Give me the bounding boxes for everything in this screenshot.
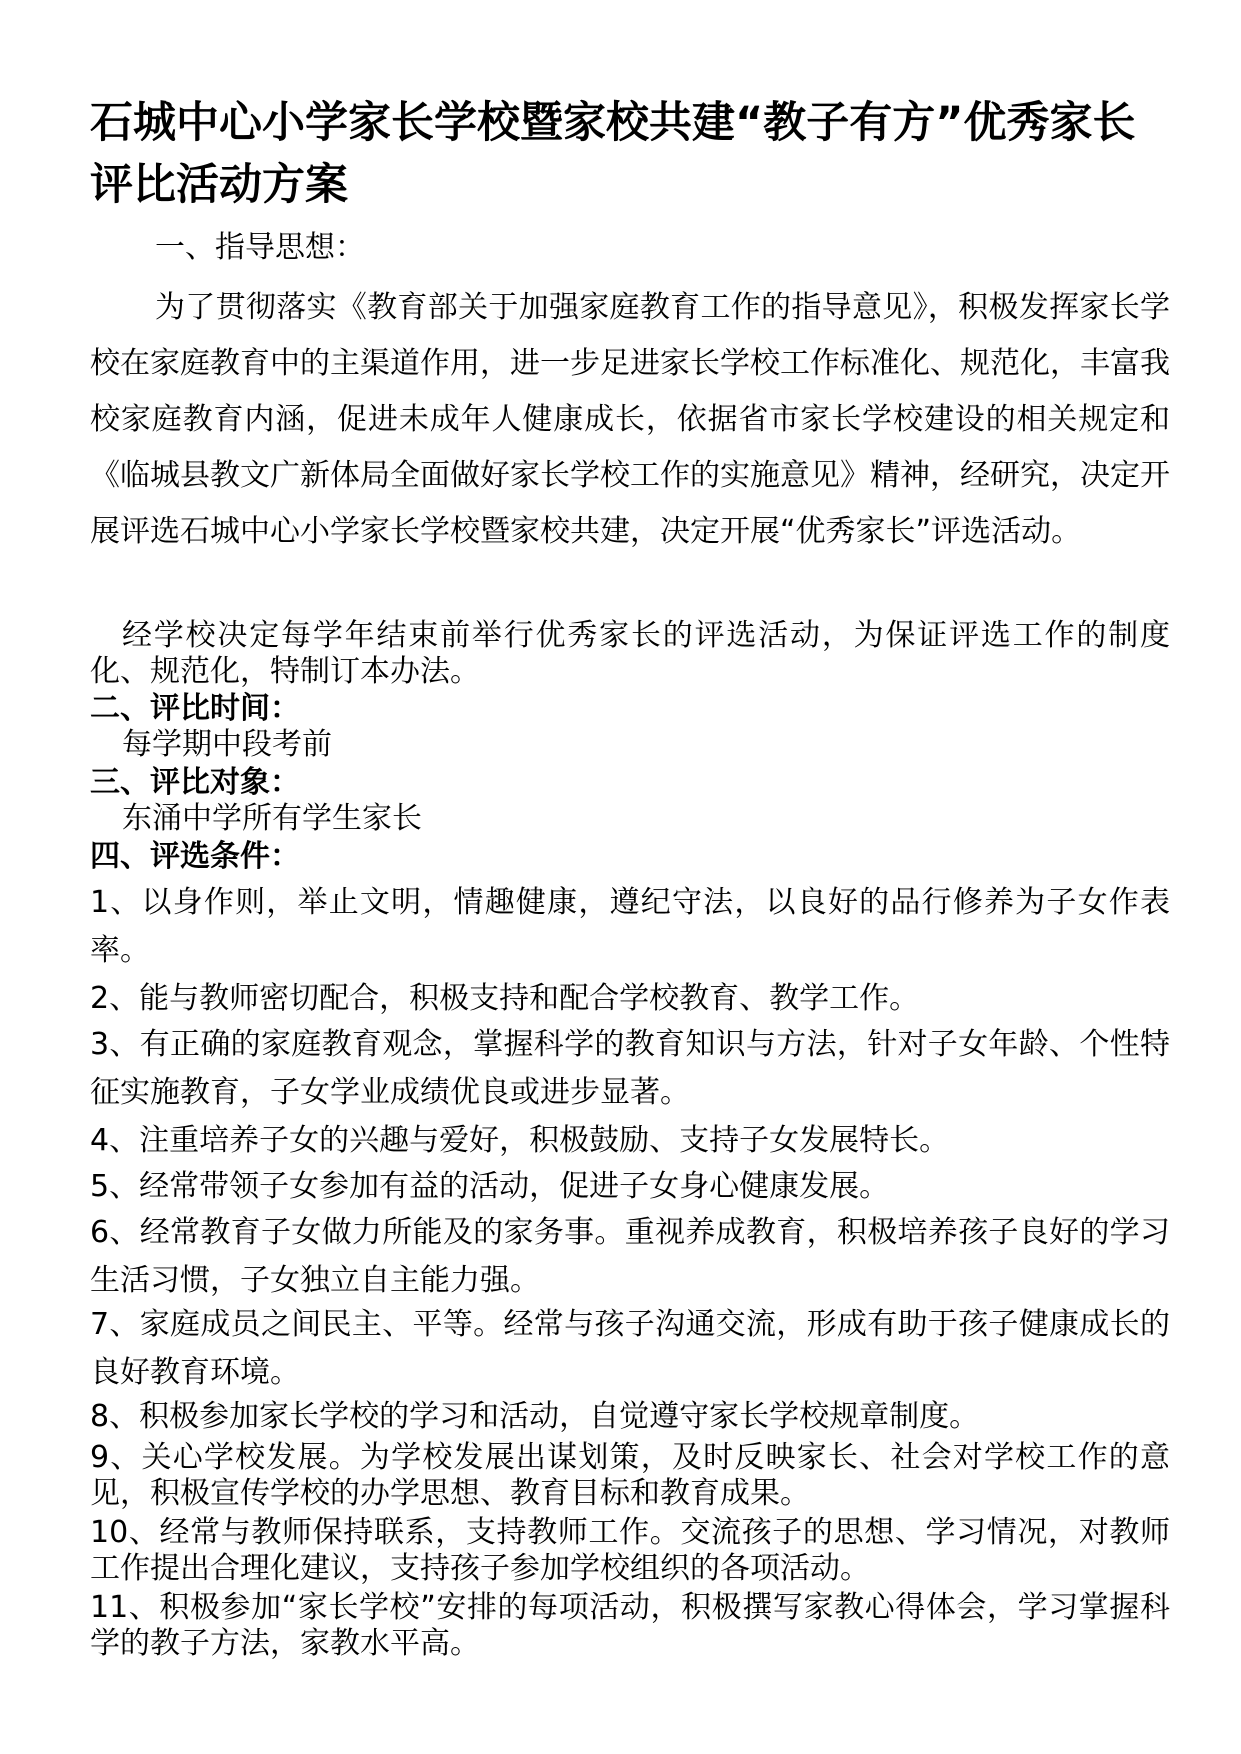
section-heading-time: 二、评比时间：: [90, 691, 300, 726]
condition-item-2: 2、能与教师密切配合，积极支持和配合学校教育、教学工作。: [90, 981, 920, 1016]
condition-item-11: 11、积极参加“家长学校”安排的每项活动，积极撰写家教心得体会，学习掌握科学的教子方法，家教水平高。: [90, 1590, 1170, 1661]
condition-item-5: 5、经常带领子女参加有益的活动，促进子女身心健康发展。: [90, 1169, 890, 1204]
section-value-target: 东涌中学所有学生家长: [122, 801, 422, 836]
condition-item-3: 3、有正确的家庭教育观念，掌握科学的教育知识与方法，针对子女年龄、个性特征实施教育，子女学业成绩优良或进步显著。: [90, 1027, 1170, 1110]
condition-item-1: 1、以身作则，举止文明，情趣健康，遵纪守法，以良好的品行修养为子女作表率。: [90, 885, 1170, 968]
condition-item-4: 4、注重培养子女的兴趣与爱好，积极鼓励、支持子女发展特长。: [90, 1123, 950, 1158]
condition-item-8: 8、积极参加家长学校的学习和活动，自觉遵守家长学校规章制度。: [90, 1399, 980, 1434]
section-heading-guiding-ideology: 一、指导思想：: [155, 230, 365, 265]
condition-item-6: 6、经常教育子女做力所能及的家务事。重视养成教育，积极培养孩子良好的学习生活习惯，子女独立自主能力强。: [90, 1215, 1170, 1298]
document-title: 石城中心小学家长学校暨家校共建“教子有方”优秀家长评比活动方案: [90, 98, 1136, 210]
guiding-ideology-paragraph-2: 经学校决定每学年结束前举行优秀家长的评选活动，为保证评选工作的制度化、规范化，特制订本办法。: [90, 618, 1170, 689]
guiding-ideology-paragraph: 为了贯彻落实《教育部关于加强家庭教育工作的指导意见》，积极发挥家长学校在家庭教育中的主渠道作用，进一步足进家长学校工作标准化、规范化，丰富我校家庭教育内涵，促进未成年人健康成长，依据省市家长学校建设的相关规定和《临城县教文广新体局全面做好家长学校工作的实施意见》精神，经研究，决定开展评选石城中心小学家长学校暨家校共建，决定开展“优秀家长”评选活动。: [90, 290, 1170, 549]
section-heading-conditions: 四、评选条件：: [90, 839, 300, 874]
condition-item-9: 9、关心学校发展。为学校发展出谋划策，及时反映家长、社会对学校工作的意见，积极宣传学校的办学思想、教育目标和教育成果。: [90, 1440, 1170, 1511]
section-heading-target: 三、评比对象：: [90, 765, 300, 800]
condition-item-10: 10、经常与教师保持联系，支持教师工作。交流孩子的思想、学习情况，对教师工作提出合理化建议，支持孩子参加学校组织的各项活动。: [90, 1515, 1170, 1586]
section-value-time: 每学期中段考前: [122, 727, 332, 762]
condition-item-7: 7、家庭成员之间民主、平等。经常与孩子沟通交流，形成有助于孩子健康成长的良好教育环境。: [90, 1307, 1170, 1390]
